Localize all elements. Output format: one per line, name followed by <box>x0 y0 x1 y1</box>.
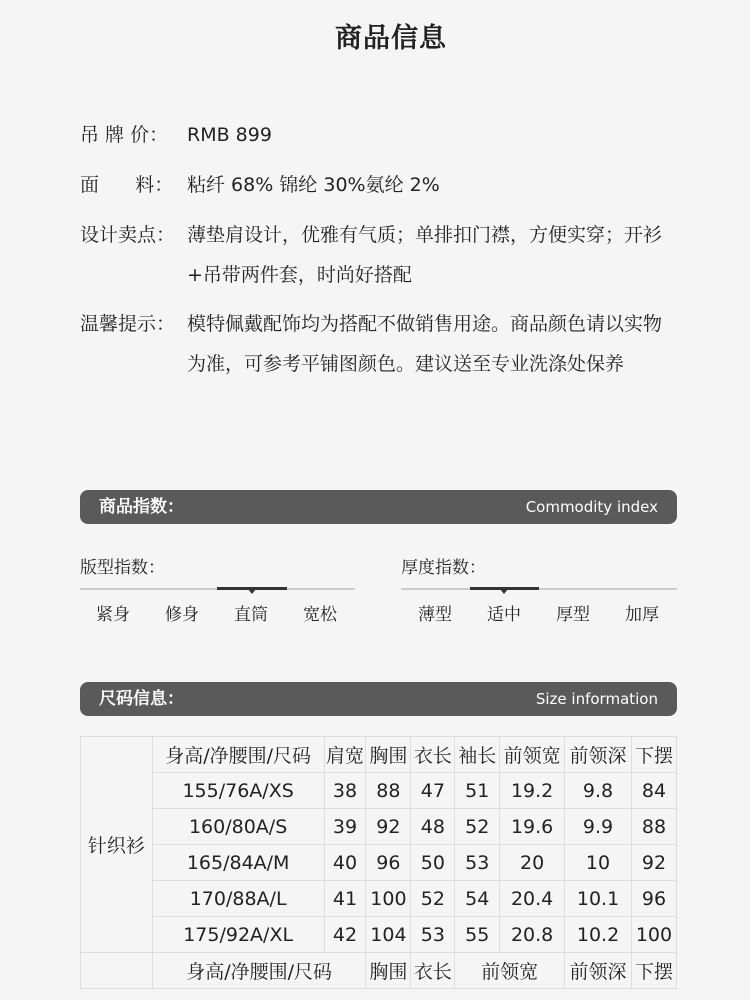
table-cell: 20.8 <box>500 917 565 953</box>
fit-index-track <box>80 588 355 590</box>
table-cell: 41 <box>324 881 366 917</box>
header-cell: 胸围 <box>366 737 411 773</box>
table-cell: 52 <box>411 881 455 917</box>
table-cell: 42 <box>324 917 366 953</box>
thickness-index-marker <box>500 589 508 594</box>
commodity-index-title: 商品指数： <box>99 497 184 517</box>
table-cell: 19.2 <box>500 773 565 809</box>
fit-option: 修身 <box>165 605 199 625</box>
table-cell: 50 <box>411 845 455 881</box>
table-cell: 100 <box>366 881 411 917</box>
table-row <box>81 881 677 917</box>
size-info-title: 尺码信息： <box>99 689 184 709</box>
table-cell: 48 <box>411 809 455 845</box>
tips-label: 温馨提示： <box>80 313 176 335</box>
table-cell: 47 <box>411 773 455 809</box>
size-info-subtitle: Size information <box>535 690 658 708</box>
fit-index-marker <box>248 589 256 594</box>
table-row <box>81 809 677 845</box>
design-label: 设计卖点： <box>80 224 176 246</box>
table-row <box>81 845 677 881</box>
table-cell: 160/80A/S <box>152 809 324 845</box>
fit-option: 宽松 <box>303 605 337 625</box>
thickness-index-label: 厚度指数： <box>401 558 486 578</box>
table-cell: 38 <box>324 773 366 809</box>
table-cell: 96 <box>631 881 676 917</box>
page-title: 商品信息 <box>335 23 447 54</box>
fit-option-selected: 直筒 <box>234 605 268 625</box>
size-table <box>80 736 677 989</box>
header-cell: 袖长 <box>455 737 500 773</box>
tag-price-value: RMB 899 <box>187 124 272 146</box>
table-cell: 52 <box>455 809 500 845</box>
thickness-option: 加厚 <box>625 605 659 625</box>
header-cell: 肩宽 <box>324 737 366 773</box>
header-cell: 衣长 <box>411 953 455 989</box>
table-cell: 54 <box>455 881 500 917</box>
header-cell: 前领深 <box>565 737 632 773</box>
table-row <box>81 917 677 953</box>
table-cell: 10 <box>565 845 632 881</box>
table-cell: 175/92A/XL <box>152 917 324 953</box>
header-cell: 身高/净腰围/尺码 <box>152 953 366 989</box>
table-cell: 165/84A/M <box>152 845 324 881</box>
thickness-option-selected: 适中 <box>487 605 521 625</box>
thickness-index-track <box>401 588 677 590</box>
table-cell: 170/88A/L <box>152 881 324 917</box>
tips-value: 模特佩戴配饰均为搭配不做销售用途。商品颜色请以实物为准，可参考平铺图颜色。建议送至专业洗涤处保养 <box>187 313 663 375</box>
table-cell: 20.4 <box>500 881 565 917</box>
header-cell: 身高/净腰围/尺码 <box>152 737 324 773</box>
table-cell: 10.2 <box>565 917 632 953</box>
header-cell: 下摆 <box>631 953 676 989</box>
size-info-band <box>80 682 677 716</box>
table-cell: 53 <box>411 917 455 953</box>
table-cell: 39 <box>324 809 366 845</box>
header-cell: 前领宽 <box>455 953 565 989</box>
thickness-option: 薄型 <box>418 605 452 625</box>
table-cell: 9.8 <box>565 773 632 809</box>
table-cell <box>81 953 153 989</box>
table-cell: 55 <box>455 917 500 953</box>
table-cell: 20 <box>500 845 565 881</box>
table-cell: 88 <box>366 773 411 809</box>
tag-price-label: 吊 牌 价： <box>80 124 169 146</box>
fit-index-label: 版型指数： <box>80 558 165 578</box>
table-cell: 92 <box>366 809 411 845</box>
table-cell: 10.1 <box>565 881 632 917</box>
category-cell: 针织衫 <box>81 737 153 953</box>
table-cell: 53 <box>455 845 500 881</box>
header-cell: 衣长 <box>411 737 455 773</box>
table-cell: 9.9 <box>565 809 632 845</box>
table-cell: 104 <box>366 917 411 953</box>
table-cell: 88 <box>631 809 676 845</box>
table-row <box>81 953 677 989</box>
table-row <box>81 737 677 773</box>
table-cell: 51 <box>455 773 500 809</box>
table-cell: 92 <box>631 845 676 881</box>
header-cell: 下摆 <box>631 737 676 773</box>
thickness-option: 厚型 <box>556 605 590 625</box>
fit-option: 紧身 <box>96 605 130 625</box>
commodity-index-subtitle: Commodity index <box>525 498 658 516</box>
table-cell: 100 <box>631 917 676 953</box>
fabric-label: 面 料： <box>80 174 174 196</box>
header-cell: 前领深 <box>565 953 632 989</box>
header-cell: 前领宽 <box>500 737 565 773</box>
table-cell: 84 <box>631 773 676 809</box>
table-row <box>81 773 677 809</box>
commodity-index-band <box>80 490 677 524</box>
table-cell: 40 <box>324 845 366 881</box>
fabric-value: 粘纤 68% 锦纶 30%氨纶 2% <box>187 174 440 196</box>
table-cell: 19.6 <box>500 809 565 845</box>
design-value: 薄垫肩设计，优雅有气质；单排扣门襟，方便实穿；开衫+吊带两件套，时尚好搭配 <box>187 224 663 286</box>
header-cell: 胸围 <box>366 953 411 989</box>
table-cell: 155/76A/XS <box>152 773 324 809</box>
table-cell: 96 <box>366 845 411 881</box>
